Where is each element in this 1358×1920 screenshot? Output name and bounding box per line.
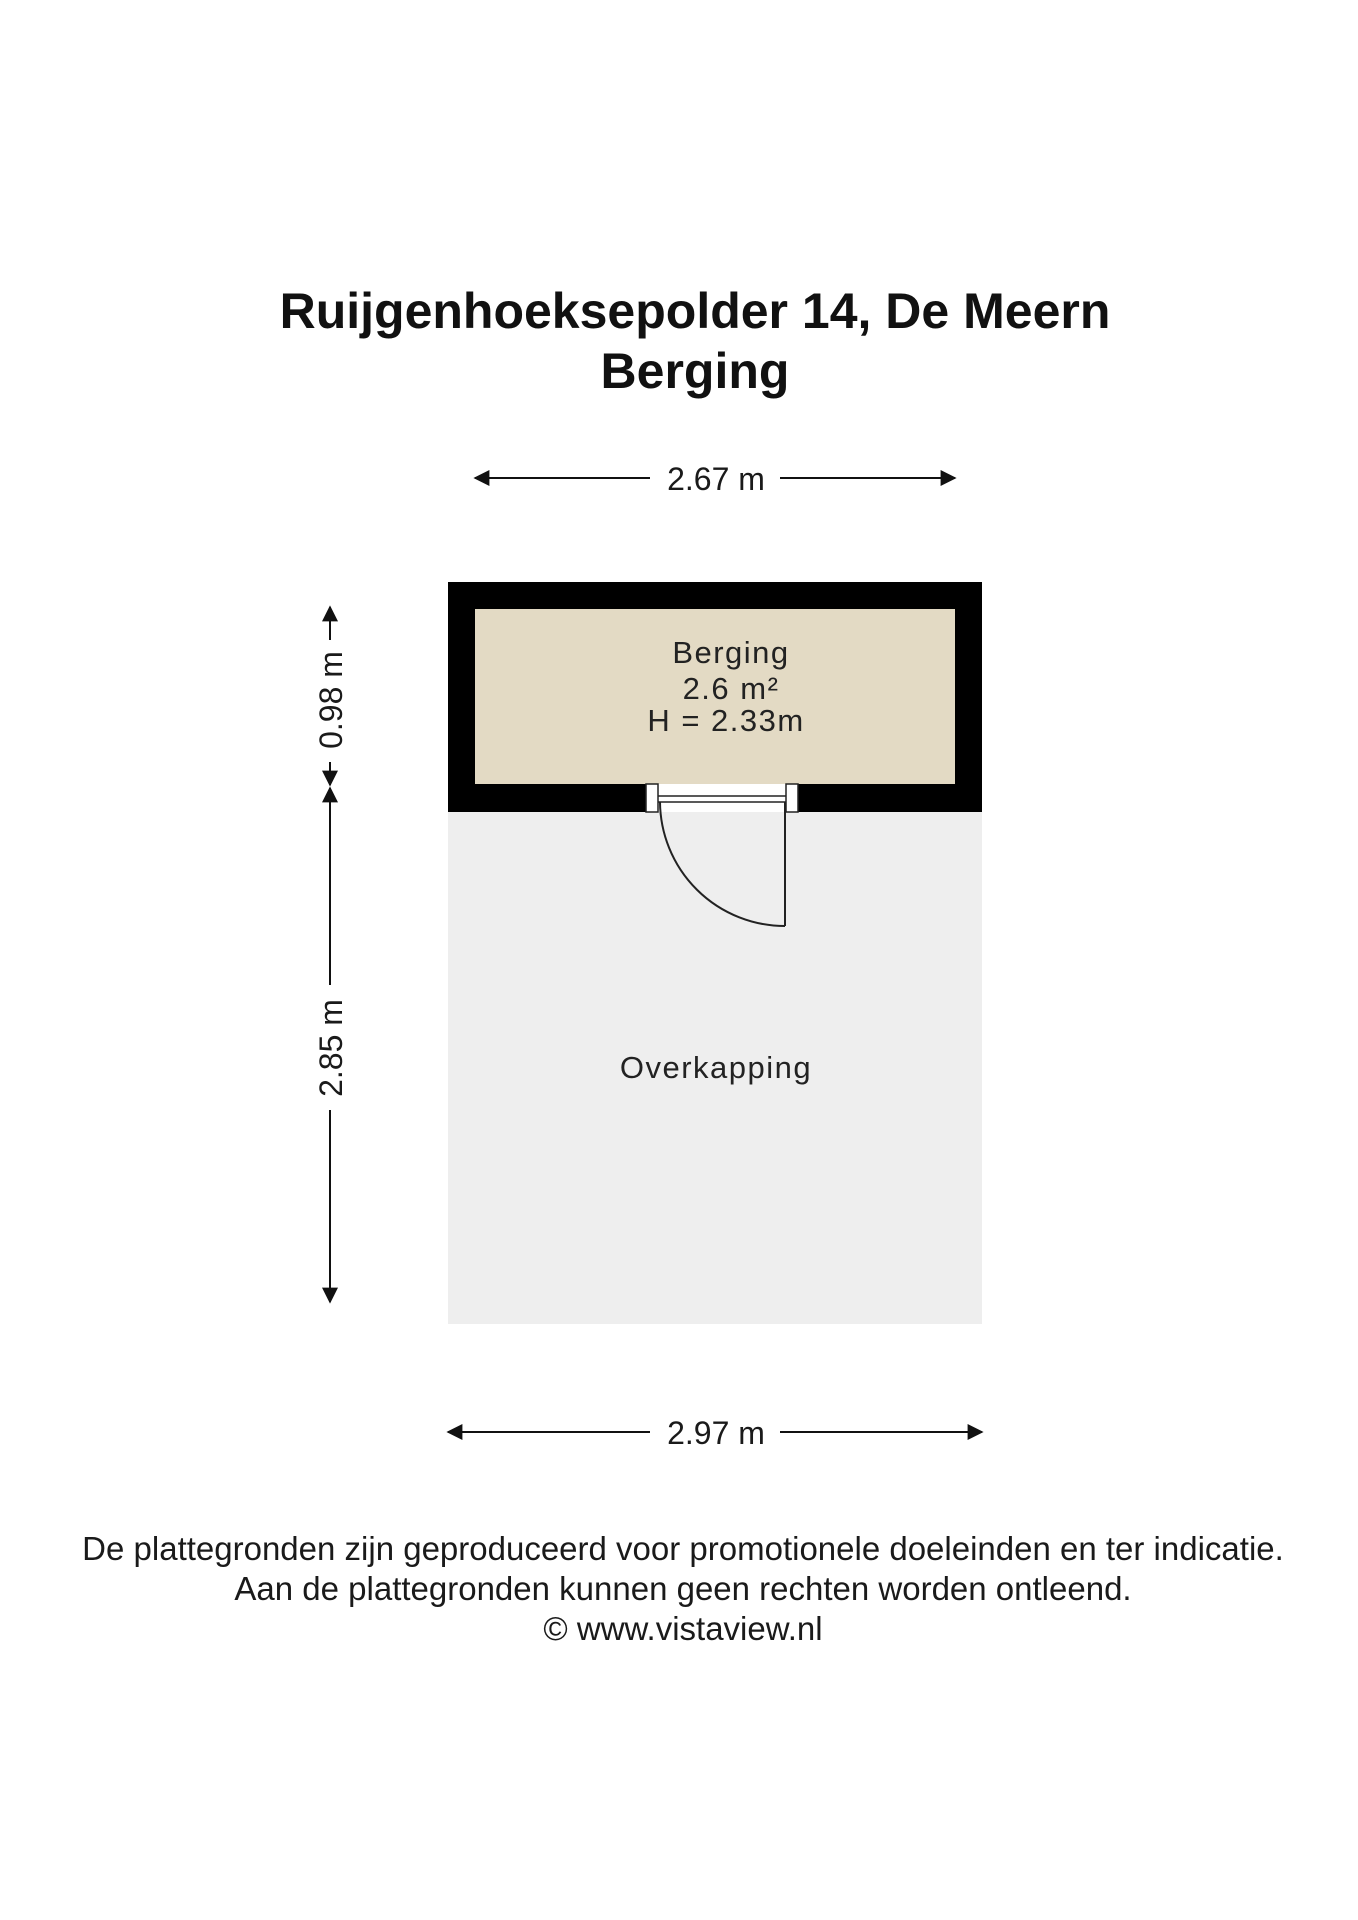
- berging-room-name: Berging: [672, 635, 790, 670]
- address-title: Ruijgenhoeksepolder 14, De Meern: [279, 283, 1111, 339]
- bottom-dimension-label: 2.97 m: [667, 1415, 765, 1451]
- door-frame-right: [786, 784, 798, 812]
- berging-room-height: H = 2.33m: [647, 703, 805, 738]
- left-upper-dimension-label: 0.98 m: [313, 651, 349, 749]
- door-opening: [646, 784, 798, 812]
- disclaimer-line-1: De plattegronden zijn geproduceerd voor promotionele doeleinden en ter indicatie.: [82, 1530, 1284, 1567]
- overkapping-room-name: Overkapping: [619, 1050, 813, 1085]
- left-lower-dimension-label: 2.85 m: [313, 999, 349, 1097]
- door-frame-left: [646, 784, 658, 812]
- floor-title: Berging: [600, 343, 790, 399]
- top-dimension-label: 2.67 m: [667, 461, 765, 497]
- copyright-line: © www.vistaview.nl: [543, 1610, 823, 1647]
- disclaimer-line-2: Aan de plattegronden kunnen geen rechten worden ontleend.: [234, 1570, 1132, 1607]
- berging-room-area: 2.6 m²: [682, 671, 780, 706]
